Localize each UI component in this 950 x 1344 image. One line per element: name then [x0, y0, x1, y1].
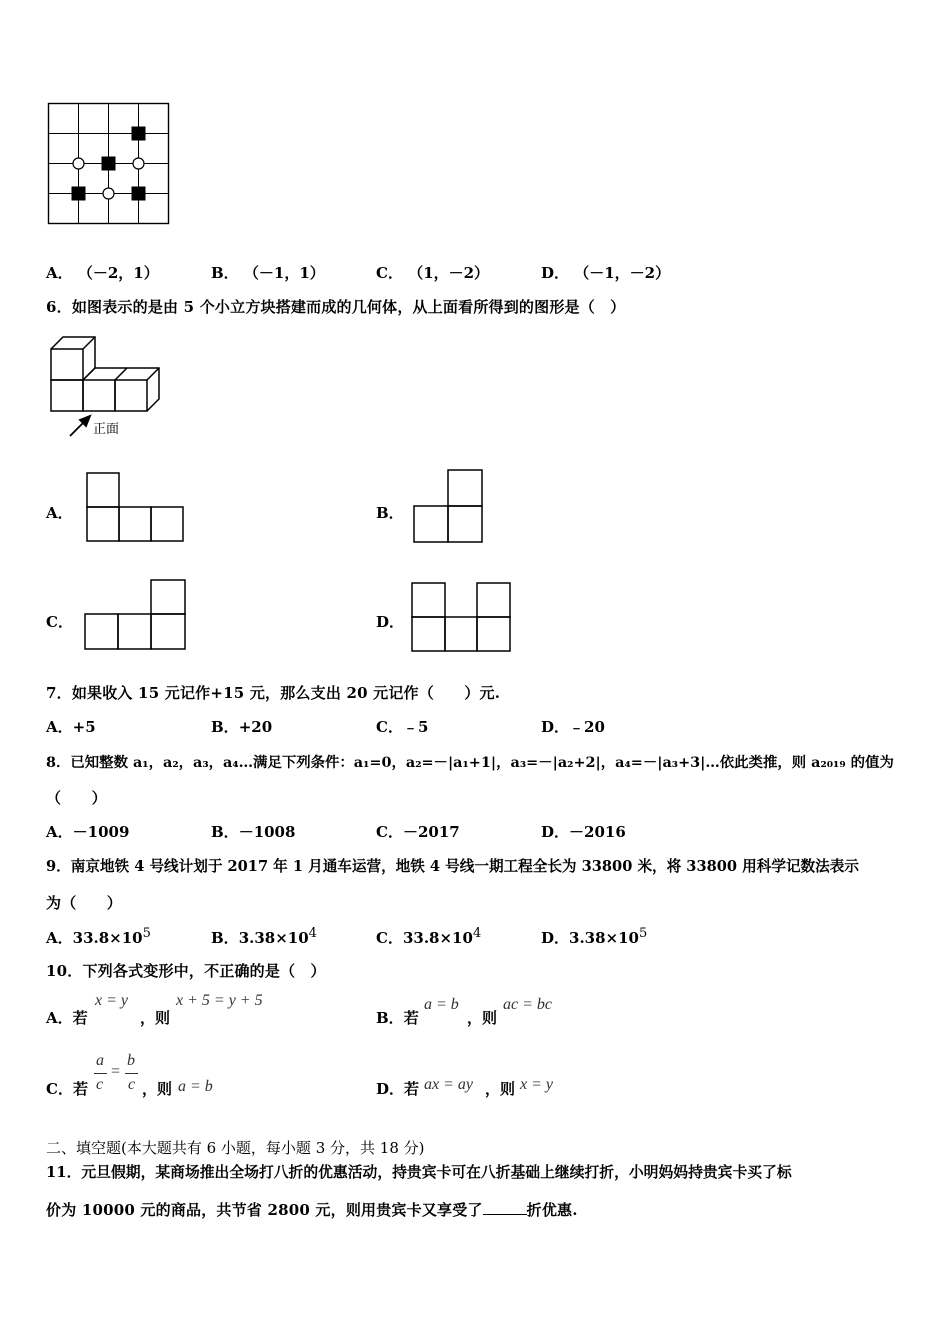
q9-stem-line1: 9．南京地铁 4 号线计划于 2017 年 1 月通车运营，地铁 4 号线一期工程全长为 33800 米，将 33800 用科学记数法表示 [46, 858, 859, 875]
black-piece [132, 127, 146, 141]
q9-option-d[interactable]: D．$3.38\times 10^5$ [541, 926, 648, 947]
white-piece [73, 158, 84, 169]
q6-stem: 6．如图表示的是由 5 个小立方块搭建而成的几何体，从上面看所得到的图形是（ ） [46, 298, 626, 316]
q9-option-c[interactable]: C．$33.8\times 10^4$ [376, 926, 482, 947]
q8-option-b[interactable]: B．－1008 [211, 823, 296, 841]
q8-option-a[interactable]: A．－1009 [46, 823, 130, 841]
q9-option-a[interactable]: A．$33.8\times 10^5$ [46, 926, 151, 947]
white-piece [103, 188, 114, 199]
q5-option-d[interactable]: D． （－1，－2） [541, 264, 671, 282]
q7-option-d[interactable]: D．﹣20 [541, 718, 605, 736]
q6-option-b-figure[interactable] [413, 468, 485, 544]
q10-d-result: x = y [520, 1076, 553, 1093]
q10-c-result: a = b [178, 1078, 213, 1095]
answer-blank[interactable] [483, 1200, 527, 1215]
q9-option-b[interactable]: B．$3.38\times 10^4$ [211, 926, 317, 947]
q7-option-c[interactable]: C．﹣5 [376, 718, 429, 736]
grid-figure [48, 103, 170, 225]
q7-option-a[interactable]: A．+5 [46, 718, 96, 736]
front-label: 正面 [93, 422, 120, 437]
white-piece [133, 158, 144, 169]
black-piece [102, 157, 116, 171]
q8-option-d[interactable]: D．－2016 [541, 823, 626, 841]
q10-stem: 10．下列各式变形中，不正确的是（ ） [46, 962, 326, 980]
section-title: 二、填空题(本大题共有 6 小题，每小题 3 分，共 18 分) [46, 1139, 425, 1157]
q9-stem-line2: 为（ ） [46, 894, 123, 912]
q5-option-b[interactable]: B． （－1，1） [211, 264, 325, 282]
q6-option-d-figure[interactable] [410, 581, 512, 653]
q8-stem-line1: 8．已知整数 a₁，a₂，a₃，a₄…满足下列条件：a₁=0，a₂=－|a₁+1|，a₃=－|a₂+2|，a₄=－|a₃+3|…依此类推，则 a₂₀₁₉ 的值为 [46, 754, 894, 771]
q10-b-condition: a = b [424, 996, 459, 1013]
q6-option-d-label[interactable]: D． [376, 613, 405, 631]
q6-option-b-label[interactable]: B． [376, 504, 404, 522]
q6-option-a-label[interactable]: A． [46, 504, 73, 522]
q5-option-a[interactable]: A． （－2，1） [46, 264, 159, 282]
q6-option-a-figure[interactable] [85, 471, 185, 543]
q8-stem-line2: （ ） [46, 789, 107, 807]
q7-option-b[interactable]: B．+20 [211, 718, 273, 736]
q10-d-condition: ax = ay [424, 1076, 473, 1093]
black-piece [132, 187, 146, 201]
q10-a-condition: x = y [95, 992, 128, 1009]
black-piece [72, 187, 86, 201]
q10-b-result: ac = bc [503, 996, 552, 1013]
q11-line2: 价为 10000 元的商品，共节省 2800 元，则用贵宾卡又享受了 折优惠. [46, 1201, 578, 1219]
q7-stem: 7．如果收入 15 元记作+15 元，那么支出 20 元记作（ ）元. [46, 684, 501, 702]
q10-a-result: x + 5 = y + 5 [176, 992, 263, 1009]
q11-line1: 11．元旦假期，某商场推出全场打八折的优惠活动，持贵宾卡可在八折基础上继续打折，小明妈妈持贵宾卡买了标 [46, 1164, 792, 1181]
q6-3d-figure [46, 332, 178, 442]
q5-option-c[interactable]: C． （1，－2） [376, 264, 490, 282]
q8-option-c[interactable]: C．－2017 [376, 823, 460, 841]
q6-option-c-figure[interactable] [84, 578, 188, 652]
q6-option-c-label[interactable]: C． [46, 613, 73, 631]
